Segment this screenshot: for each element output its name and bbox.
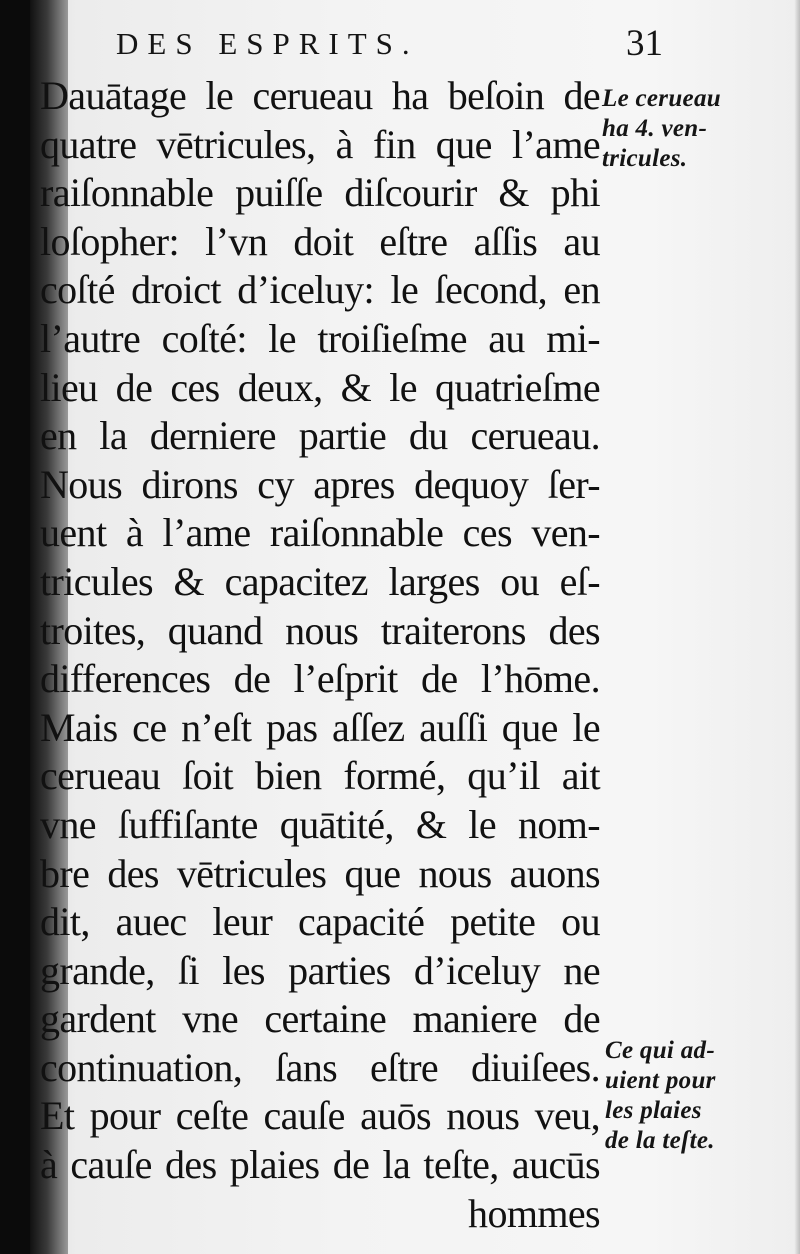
marginal-note-line: uient pour: [605, 1067, 716, 1094]
marginal-note-line: de la teſte.: [605, 1127, 715, 1154]
running-header: [116, 22, 663, 64]
page-number: 31: [626, 23, 663, 64]
marginal-note-line: les plaies: [605, 1097, 702, 1124]
text-line: uent à l’ame raiſonnable ces ven-: [40, 510, 600, 556]
text-line: Mais ce n’eſt pas aſſez auſſi que le: [40, 704, 600, 750]
text-line: tricules & capacitez larges ou eſ-: [40, 558, 600, 604]
text-line: vne ſuffiſante quātité, & le nom-: [40, 801, 600, 847]
catchword: hommes: [468, 1190, 600, 1236]
text-line: loſopher: l’vn doit eſtre aſſis au: [40, 218, 600, 264]
text-line: quatre vētricules, à fin que l’ame: [40, 121, 600, 167]
text-line: bre des vētricules que nous auons: [40, 850, 600, 896]
text-line: coſté droict d’iceluy: le ſecond, en: [40, 267, 600, 313]
text-line: l’autre coſté: le troiſieſme au mi-: [40, 315, 600, 361]
text-line: Dauātage le cerueau ha beſoin de: [40, 73, 600, 118]
text-line: en la derniere partie du cerueau.: [40, 413, 600, 459]
text-line: cerueau ſoit bien formé, qu’il ait: [40, 753, 600, 799]
marginal-note-ventricles: [602, 84, 792, 174]
main-text-block: [40, 72, 600, 1238]
text-line: à cauſe des plaies de la teſte, aucūs: [40, 1142, 600, 1188]
marginal-note-line: Le cerueau: [602, 85, 721, 112]
marginal-note-line: tricules.: [602, 145, 688, 172]
marginal-note-line: Ce qui ad-: [605, 1037, 715, 1064]
running-title: DES ESPRITS.: [116, 26, 419, 61]
marginal-note-head-wounds: [605, 1036, 795, 1156]
text-line: differences de l’eſprit de l’hōme.: [40, 656, 600, 702]
text-line: grande, ſi les parties d’iceluy ne: [40, 947, 600, 993]
marginal-note-line: ha 4. ven-: [602, 115, 708, 142]
text-line: continuation, ſans eſtre diuiſees.: [40, 1044, 600, 1090]
text-line: lieu de ces deux, & le quatrieſme: [40, 364, 600, 410]
text-line: raiſonnable puiſſe diſcourir & phi: [40, 170, 600, 216]
text-line: troites, quand nous traiterons des: [40, 607, 600, 653]
text-line: dit, auec leur capacité petite ou: [40, 899, 600, 945]
book-page: [30, 0, 800, 1254]
text-line: gardent vne certaine maniere de: [40, 996, 600, 1042]
text-line: Et pour ceſte cauſe auōs nous veu,: [40, 1093, 600, 1139]
text-line: Nous dirons cy apres dequoy ſer-: [40, 461, 600, 507]
page-edge: [794, 0, 800, 1254]
